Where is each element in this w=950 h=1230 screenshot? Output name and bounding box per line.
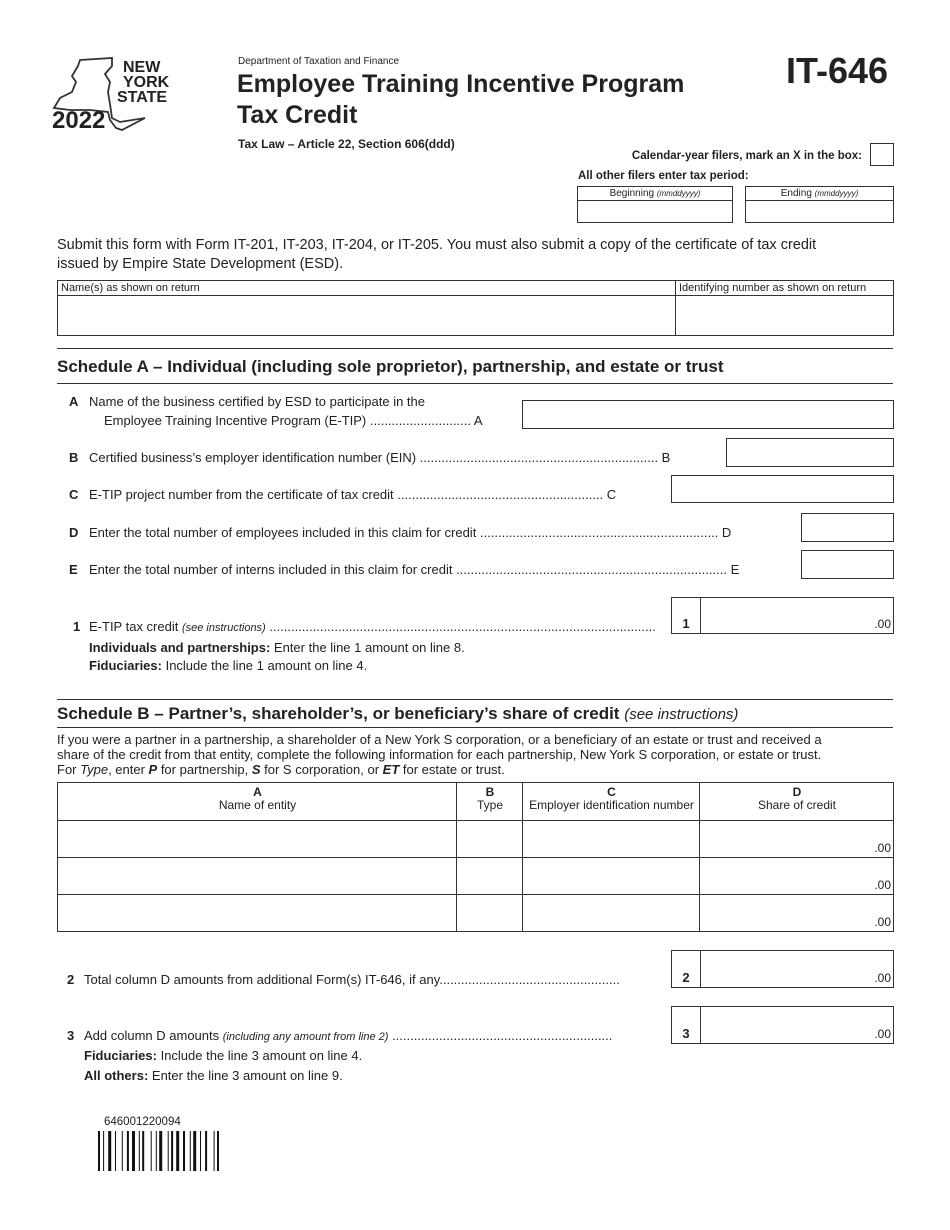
- column-label: Type: [476, 798, 503, 812]
- line-3-cents: .00: [874, 1027, 891, 1041]
- line-3-box-number: 3: [672, 1007, 701, 1043]
- line-1-cents: .00: [874, 617, 891, 631]
- logo-york: YORK: [123, 74, 170, 91]
- column-label: Employer identification number: [529, 798, 694, 812]
- logo-year: 2022: [52, 107, 106, 134]
- name-input[interactable]: [58, 296, 675, 335]
- name-id-table: [57, 280, 894, 336]
- line-1-dots: ...........................................................................................................: [265, 619, 656, 634]
- line-2-number: 2: [67, 972, 75, 987]
- line-1-label: E-TIP tax credit: [89, 619, 179, 634]
- note-bold: Fiduciaries:: [89, 658, 162, 673]
- row-2-entity-name-input[interactable]: [58, 858, 455, 894]
- column-header-c: [523, 786, 700, 812]
- line-c-input[interactable]: [671, 475, 894, 503]
- t: For: [57, 762, 81, 777]
- t: S: [251, 762, 261, 777]
- intro-line1: Submit this form with Form IT-201, IT-203, IT-204, or IT-205. You must also submit a copy of the certificate of tax credit: [57, 237, 817, 253]
- beginning-date-box: [577, 186, 733, 223]
- line-1-input[interactable]: [671, 597, 894, 634]
- divider: [57, 383, 893, 384]
- line-b-text: Certified business’s employer identification number (EIN) .................................................................. B: [89, 450, 671, 465]
- line-3-input[interactable]: [671, 1006, 894, 1044]
- barcode-icon: [98, 1131, 240, 1171]
- barcode-bar: [171, 1131, 173, 1171]
- row-2-share-input[interactable]: [700, 858, 893, 894]
- barcode-bar: [217, 1131, 219, 1171]
- row-1-share-input[interactable]: [700, 821, 893, 857]
- barcode-bar: [103, 1131, 104, 1171]
- row-3-entity-name-input[interactable]: [58, 895, 455, 931]
- calendar-year-label: Calendar-year filers, mark an X in the box:: [631, 150, 862, 162]
- line-1-text: [89, 619, 667, 634]
- schedule-b-title: Schedule B – Partner’s, shareholder’s, or beneficiary’s share of credit: [57, 704, 620, 723]
- schedule-b-heading: [57, 704, 738, 724]
- note-bold: Fiduciaries:: [84, 1048, 157, 1063]
- line-c-text: E-TIP project number from the certificate of tax credit ......................................................... C: [89, 487, 617, 502]
- schedule-b-para2: share of the credit from that entity, complete the following information for each partnership, New York S corporation, or estate or trust.: [57, 747, 822, 762]
- line-2-text: Total column D amounts from additional Form(s) IT-646, if any..................................................: [84, 972, 620, 987]
- barcode-bar: [214, 1131, 215, 1171]
- column-header-a: [58, 786, 457, 812]
- barcode-bar: [108, 1131, 111, 1171]
- line-3-label: Add column D amounts: [84, 1028, 220, 1043]
- line-d-text: Enter the total number of employees included in this claim for credit .................................................................. D: [89, 525, 732, 540]
- schedule-b-note: (see instructions): [624, 706, 739, 723]
- note-bold: All others:: [84, 1068, 149, 1083]
- t: , enter: [108, 762, 149, 777]
- row-1-cents: .00: [874, 841, 891, 855]
- line-d-letter: D: [69, 525, 79, 540]
- beginning-header: [578, 187, 732, 201]
- line-c-letter: C: [69, 487, 79, 502]
- t: for partnership,: [157, 762, 252, 777]
- schedule-a-heading: Schedule A – Individual (including sole proprietor), partnership, and estate or trust: [57, 357, 724, 376]
- row-1-type-input[interactable]: [457, 821, 521, 857]
- ending-header: [746, 187, 893, 201]
- row-3-cents: .00: [874, 915, 891, 929]
- row-3-ein-input[interactable]: [523, 895, 698, 931]
- note-text: Enter the line 1 amount on line 8.: [270, 640, 465, 655]
- line-a-letter: A: [69, 394, 79, 409]
- line-1-note-individuals: [89, 640, 465, 655]
- t: Type: [80, 762, 109, 777]
- barcode-bar: [205, 1131, 207, 1171]
- barcode-bar: [200, 1131, 201, 1171]
- line-3-note-others: [84, 1068, 343, 1083]
- calendar-year-checkbox[interactable]: [870, 143, 894, 166]
- line-3-note-fiduciaries: [84, 1048, 362, 1063]
- barcode-bar: [176, 1131, 179, 1171]
- schedule-b-para3: [57, 762, 505, 777]
- column-letter: A: [253, 785, 262, 799]
- row-2-cents: .00: [874, 878, 891, 892]
- column-header-d: [700, 786, 894, 812]
- logo-state: [117, 60, 169, 105]
- line-1-note-fiduciaries: [89, 658, 367, 673]
- line-1-note: (see instructions): [181, 622, 266, 634]
- barcode-bar: [168, 1131, 169, 1171]
- ending-date-box: [745, 186, 894, 223]
- barcode-bar: [151, 1131, 152, 1171]
- barcode-bar: [183, 1131, 185, 1171]
- line-3-number: 3: [67, 1028, 75, 1043]
- barcode-bar: [139, 1131, 140, 1171]
- t: P: [148, 762, 158, 777]
- line-e-input[interactable]: [801, 550, 894, 579]
- barcode-bar: [115, 1131, 116, 1171]
- barcode-bar: [193, 1131, 196, 1171]
- row-1-ein-input[interactable]: [523, 821, 698, 857]
- note-bold: Individuals and partnerships:: [89, 640, 271, 655]
- beginning-format: (mmddyyyy): [656, 189, 701, 198]
- line-b-input[interactable]: [726, 438, 894, 467]
- tax-law: Tax Law – Article 22, Section 606(ddd): [238, 137, 455, 151]
- barcode-bar: [132, 1131, 135, 1171]
- barcode-bar: [159, 1131, 162, 1171]
- line-3-dots: .............................................................: [388, 1028, 613, 1043]
- other-filers-label: All other filers enter tax period:: [578, 170, 749, 182]
- line-e-text: Enter the total number of interns included in this claim for credit ........................................................................... E: [89, 562, 740, 577]
- line-2-cents: .00: [874, 971, 891, 985]
- line-2-box-number: 2: [672, 951, 701, 987]
- ending-format: (mmddyyyy): [814, 189, 859, 198]
- row-1-entity-name-input[interactable]: [58, 821, 455, 857]
- column-letter: C: [607, 785, 616, 799]
- divider: [57, 348, 893, 349]
- row-3-type-input[interactable]: [457, 895, 521, 931]
- form-title-line1: Employee Training Incentive Program: [237, 70, 685, 98]
- logo-state-text: STATE: [117, 89, 168, 106]
- schedule-b-para1: If you were a partner in a partnership, a shareholder of a New York S corporation, or a beneficiary of an estate or trust and received a: [57, 732, 822, 747]
- form-number: IT-646: [786, 50, 889, 91]
- column-header-b: [457, 786, 523, 812]
- beginning-label: Beginning: [609, 188, 655, 199]
- line-a-input[interactable]: [522, 400, 894, 429]
- column-letter: D: [792, 785, 802, 799]
- divider: [57, 727, 893, 728]
- id-input[interactable]: [676, 296, 893, 335]
- beginning-date-input[interactable]: [578, 201, 732, 222]
- ending-label: Ending: [780, 188, 812, 199]
- note-text: Include the line 3 amount on line 4.: [156, 1048, 363, 1063]
- logo-new: NEW: [123, 59, 161, 76]
- note-text: Include the line 1 amount on line 4.: [161, 658, 368, 673]
- row-2-type-input[interactable]: [457, 858, 521, 894]
- id-label: Identifying number as shown on return: [676, 281, 893, 296]
- barcode-bar: [156, 1131, 157, 1171]
- column-label: Name of entity: [218, 798, 297, 812]
- line-2-input[interactable]: [671, 950, 894, 988]
- t: for estate or trust.: [399, 762, 505, 777]
- intro-line2: issued by Empire State Development (ESD).: [57, 256, 344, 272]
- line-a-text2: Employee Training Incentive Program (E-TIP) ............................ A: [104, 413, 483, 428]
- line-e-letter: E: [69, 562, 78, 577]
- note-text: Enter the line 3 amount on line 9.: [148, 1068, 343, 1083]
- column-label: Share of credit: [757, 798, 837, 812]
- line-a-text1: Name of the business certified by ESD to participate in the: [89, 394, 426, 409]
- divider: [57, 699, 893, 700]
- barcode-bar: [142, 1131, 144, 1171]
- line-3-text: [84, 1028, 667, 1043]
- row-2-ein-input[interactable]: [523, 858, 698, 894]
- column-letter: B: [485, 785, 495, 799]
- row-3-share-input[interactable]: [700, 895, 893, 931]
- barcode-bar: [98, 1131, 100, 1171]
- ending-date-input[interactable]: [746, 201, 893, 222]
- barcode-bar: [122, 1131, 123, 1171]
- name-label: Name(s) as shown on return: [58, 281, 675, 296]
- barcode-number: 646001220094: [104, 1116, 181, 1128]
- department: Department of Taxation and Finance: [238, 56, 400, 67]
- t: ET: [382, 762, 400, 777]
- entity-table: [57, 782, 894, 932]
- form-title-line2: Tax Credit: [237, 101, 358, 129]
- line-b-letter: B: [69, 450, 79, 465]
- barcode-bar: [127, 1131, 129, 1171]
- line-d-input[interactable]: [801, 513, 894, 542]
- line-3-note: (including any amount from line 2): [222, 1031, 389, 1043]
- t: for S corporation, or: [260, 762, 383, 777]
- line-1-number: 1: [73, 619, 81, 634]
- barcode-bar: [190, 1131, 191, 1171]
- line-1-box-number: 1: [672, 598, 701, 633]
